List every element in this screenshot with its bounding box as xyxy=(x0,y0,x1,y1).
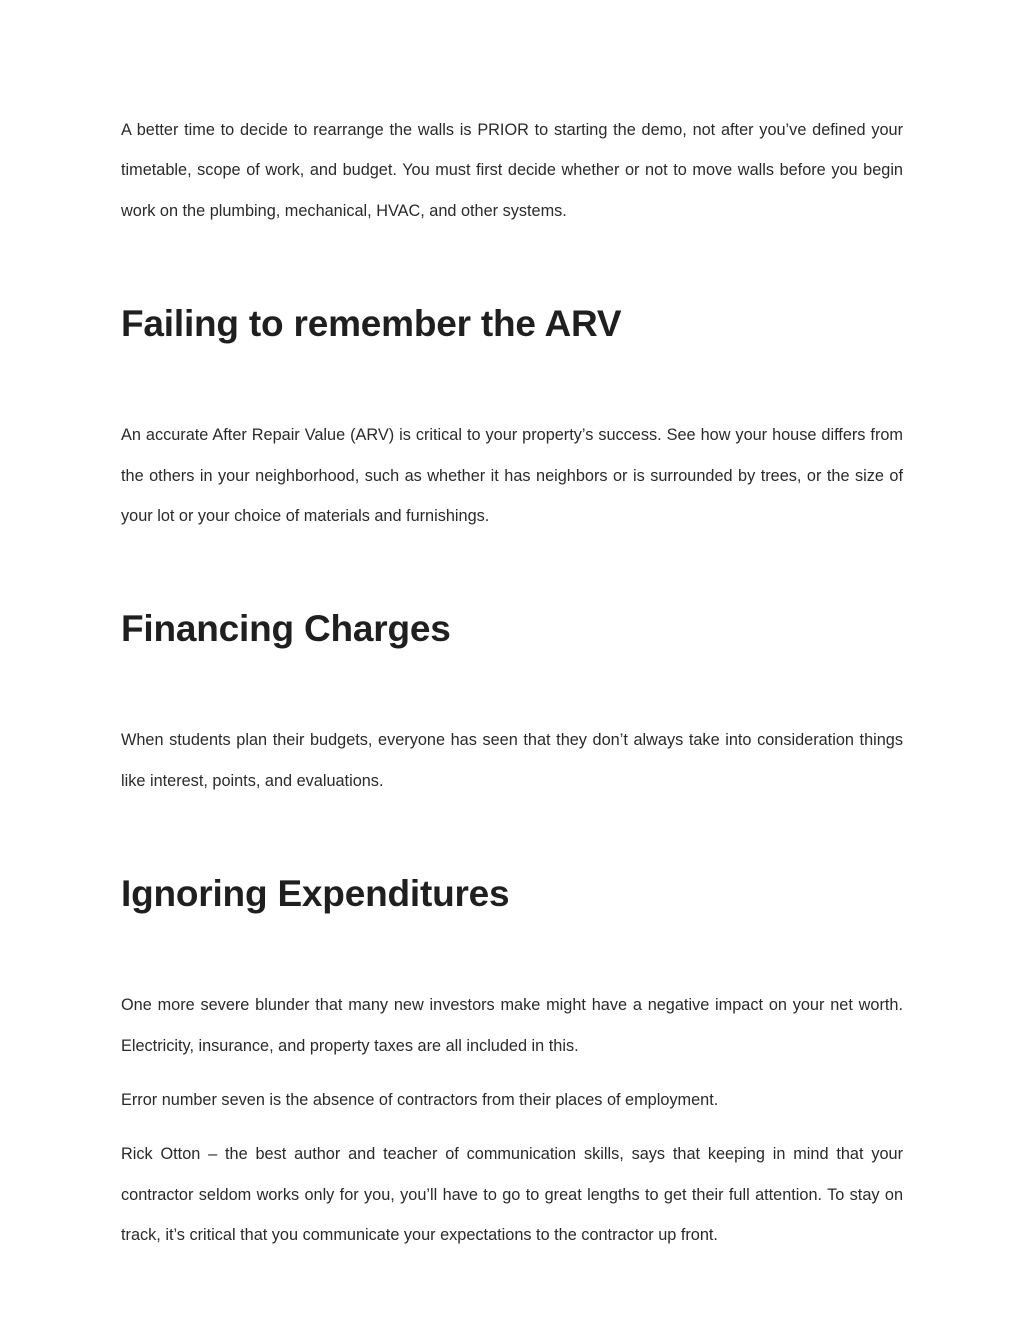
financing-heading: Financing Charges xyxy=(121,608,451,650)
expenditures-paragraph: One more severe blunder that many new investors make might have a negative impact on your net worth. Electricity, insurance, and property taxes are all included in this. xyxy=(121,996,903,1055)
expenditures-heading: Ignoring Expenditures xyxy=(121,873,510,915)
arv-paragraph: An accurate After Repair Value (ARV) is critical to your property’s success. See how your house differs from the others in your neighborhood, such as whether it has neighbors or is surrounded by trees, or the size of your lot or your choice of materials and furnishings. xyxy=(121,426,903,526)
intro-paragraph: A better time to decide to rearrange the walls is PRIOR to starting the demo, not after you’ve defined your timetable, scope of work, and budget. You must first decide whether or not to move walls before you begin work on the plumbing, mechanical, HVAC, and other systems. xyxy=(121,121,903,220)
financing-paragraph: When students plan their budgets, everyone has seen that they don’t always take into consideration things like interest, points, and evaluations. xyxy=(121,731,903,790)
rick-otton-paragraph: Rick Otton – the best author and teacher of communication skills, says that keeping in mind that your contractor seldom works only for you, you’ll have to go to great lengths to get their full attention. To stay on track, it’s critical that you communicate your expectations to the contractor up front. xyxy=(121,1145,903,1245)
document-page xyxy=(121,110,903,1256)
arv-heading: Failing to remember the ARV xyxy=(121,303,622,345)
error-seven-paragraph: Error number seven is the absence of contractors from their places of employment. xyxy=(121,1091,719,1110)
